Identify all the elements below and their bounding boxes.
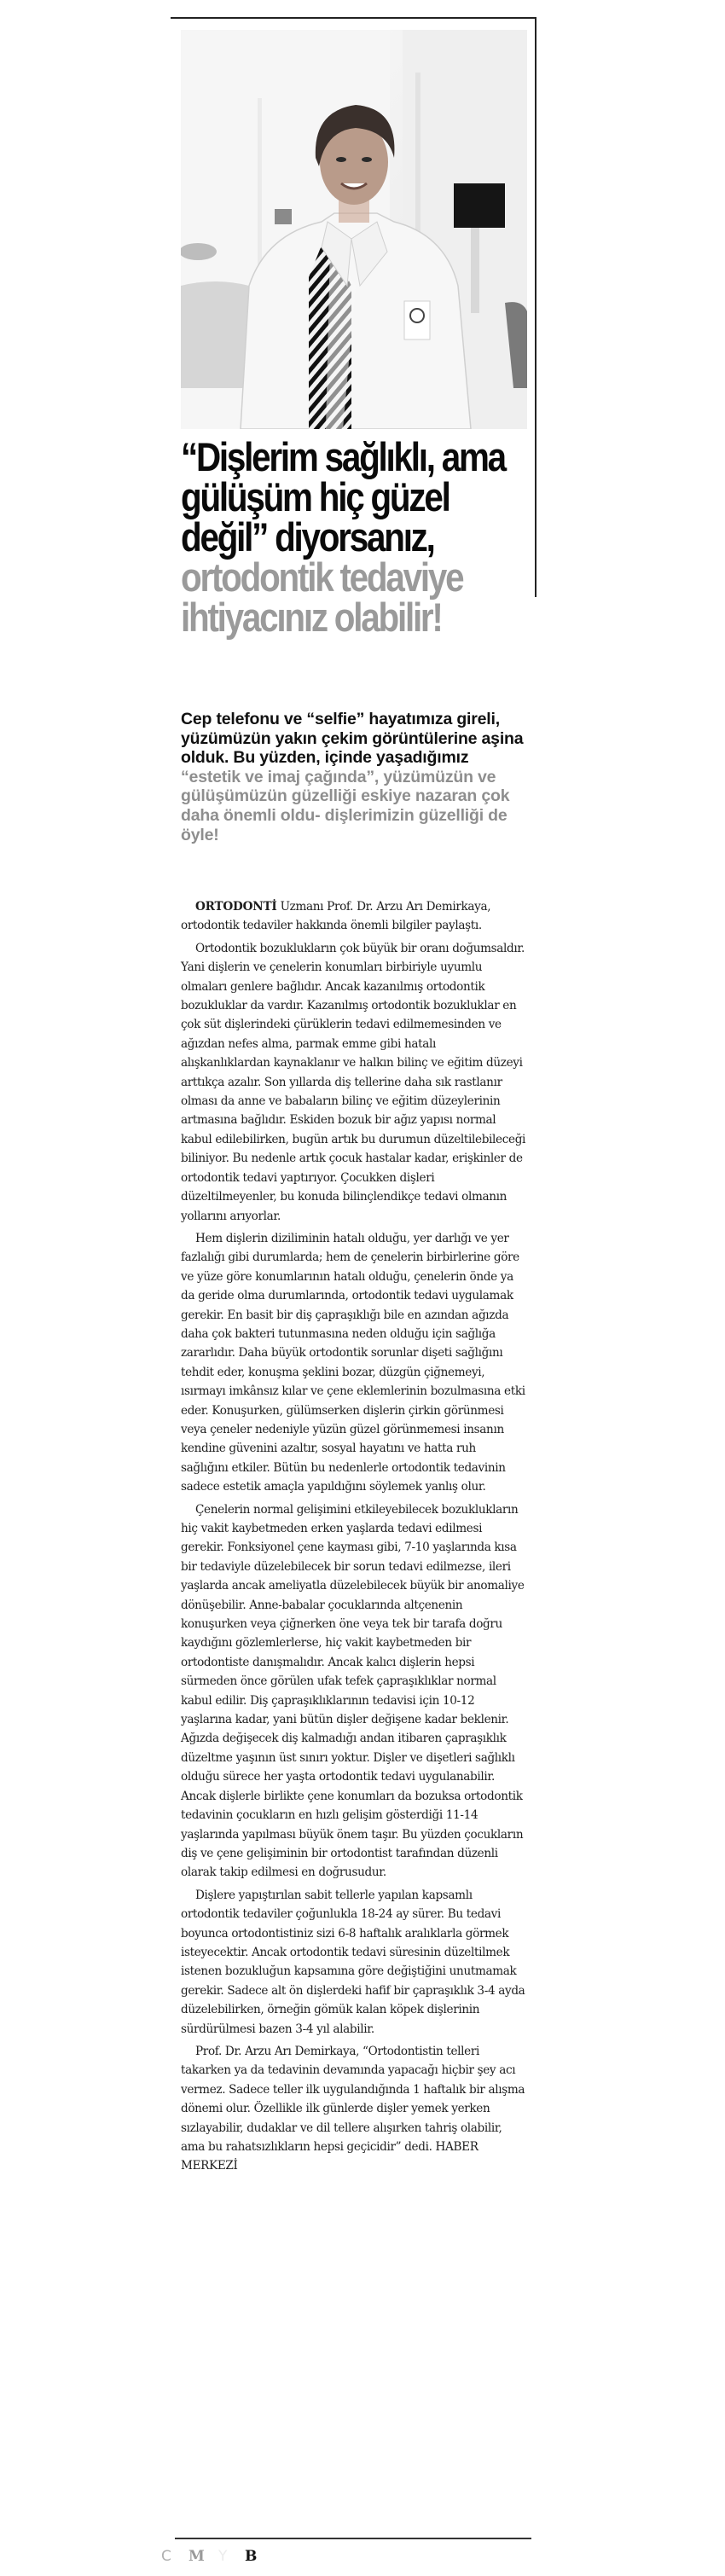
portrait-photo	[181, 30, 527, 429]
headline-black: “Dişlerim sağlıklı, ama gülüşüm hiç güzel değil” diyorsanız,	[181, 434, 505, 560]
body-paragraph: Hem dişlerin diziliminin hatalı olduğu, yer darlığı ve yer fazlalığı gibi durumlarda; hem de çenelerin birbirlerine göre ve yüze göre konumlarının hatalı olduğu, çenelerin önde ya da geride olma durumlarında, ortodontik tedavi uygulamak gerekir. En basit bir diş çapraşıklığı bile en azından ağızda daha çok bakteri tutunmasına neden olduğu için sağlığa zararlıdır. Daha büyük ortodontik sorunlar dişeti sağlığını tehdit eder, konuşma şeklini bozar, düzgün çiğnemeyi, ısırmayı imkânsız kılar ve çene eklemlerinin bozulmasına etki eder. Konuşurken, gülümserken dişlerin çirkin görünmesi veya çeneler nedeniyle yüzün güzel görünmemesi insanın kendine güvenini azaltır, sosyal hayatını ve hatta ruh sağlığını etkiler. Bütün bu nedenlerle ortodontik tedavinin sadece estetik amaçla yapıldığını söylemek yanlış olur.	[181, 1231, 525, 1494]
body-paragraph: Ortodontik bozuklukların çok büyük bir oranı doğumsaldır. Yani dişlerin ve çenelerin konumları birbiriyle uyumlu olmaları genlere bağlıdır. Ancak kazanılmış ortodontik bozukluklar da vardır. Kazanılmış ortodontik bozukluklar en çok süt dişlerindeki çürüklerin tedavi edilmemesinden ve ağızdan nefes alma, parmak emme gibi hatalı alışkanlıklardan kaynaklanır ve halkın bilinç ve eğitim düzeyi arttıkça azalır. Son yıllarda diş tellerine daha sık rastlanır olması da anne ve babaların bilinç ve eğitim düzeylerinin artmasına bağlıdır. Eskiden bozuk bir ağız yapısı normal kabul edilebilirken, bugün artık bu durumun düzeltilebileceği biliniyor. Bu nedenle artık çocuk hastalar kadar, erişkinler de ortodontik tedavi yaptırıyor. Çocukken dişleri düzeltilmeyenler, bu konuda bilinçlendikçe tedavi olmanın yollarını arıyorlar.	[181, 941, 526, 1223]
portrait-illustration	[181, 30, 527, 429]
closing-quote: Prof. Dr. Arzu Arı Demirkaya, “Ortodontistin telleri takarken ya da tedavinin devamında yapacağı hiçbir şey acı vermez. Sadece teller ilk uygulandığında 1 haftalık bir alışma dönemi olur. Özellikle ilk günlerde dişler yemek yerken sızlayabilir, dudaklar ve dil tellere alışırken tahriş olabilir, ama bu rahatsızlıkların hepsi geçicidir” dedi.	[181, 2044, 525, 2154]
article-body	[181, 897, 526, 2179]
print-mark-b: B	[245, 2548, 258, 2565]
intro-rest: Uzmanı Prof. Dr. Arzu Arı Demirkaya, ortodontik tedaviler hakkında önemli bilgiler paylaştı.	[181, 900, 491, 933]
print-mark-c: C	[161, 2548, 171, 2565]
byline: HABER MERKEZİ	[181, 2140, 478, 2173]
lead-paragraph	[181, 710, 531, 844]
intro-caps: ORTODONTİ	[195, 900, 277, 914]
body-paragraph: Dişlere yapıştırılan sabit tellerle yapılan kapsamlı ortodontik tedaviler çoğunlukla 18-24 ay sürer. Bu tedavi boyunca ortodontistiniz sizi 6-8 haftalık aralıklarla görmek isteyecektir. Ancak ortodontik tedavi süresinin düzeltilmek istenen bozukluğun kapsamına göre değiştiğini unutmamak gerekir. Sadece alt ön dişlerdeki hafif bir çapraşıklık 3-4 ayda düzelebilirken, örneğin gömük kalan köpek dişlerinin sürdürülmesi bazen 3-4 yıl alabilir.	[181, 1888, 525, 2036]
body-paragraph: Çenelerin normal gelişimini etkileyebilecek bozuklukların hiç vakit kaybetmeden erken yaşlarda tedavi edilmesi gerekir. Fonksiyonel çene kayması gibi, 7-10 yaşlarında kısa bir tedaviyle düzelebilecek bir sorun tedavi edilmezse, ileri yaşlarda ancak ameliyatla düzelebilecek büyük bir anomaliye dönüşebilir. Anne-babalar çocuklarında altçenenin konuşurken veya çiğnerken öne veya tek bir tarafa doğru kaydığını gözlemlerlerse, hiç vakit kaybetmeden bir ortodontiste danışmalıdır. Ancak kalıcı dişlerin hepsi sürmeden önce görülen ufak tefek çapraşıklıklar normal kabul edilir. Diş çapraşıklıklarının tedavisi için 10-12 yaşlarına kadar, yani bütün dişler değişene kadar beklenir. Ağızda değişecek diş kalmadığı andan itibaren çapraşıklık düzeltme yaşının üst sınırı yoktur. Dişler ve dişetleri sağlıklı olduğu sürece her yaşta ortodontik tedavi uygulanabilir. Ancak dişlerle birlikte çene konumları da bozuksa ortodontik tedavinin çocukların en hızlı gelişim gösterdiği 11-14 yaşlarında yapılması büyük önem taşır. Bu yüzden çocukların diş ve çene gelişiminin bir ortodontist tarafından düzenli olarak takip edilmesi en doğrusudur.	[181, 1502, 525, 1880]
intro-paragraph	[181, 897, 526, 936]
frame-top-rule	[171, 17, 536, 19]
closing-paragraph	[181, 2042, 526, 2176]
print-mark-y: Y	[218, 2548, 228, 2565]
frame-right-rule	[535, 17, 536, 597]
lead-gray: “estetik ve imaj çağında”, yüzümüzün ve gülüşümüzün güzelliği eskiye nazaran çok daha önemli oldu- dişlerimizin güzelliği de öyle!	[181, 767, 510, 844]
bottom-rule	[175, 2538, 531, 2539]
lead-black: Cep telefonu ve “selfie” hayatımıza gireli, yüzümüzün yakın çekim görüntülerine aşina olduk. Bu yüzden, içinde yaşadığımız	[181, 710, 524, 768]
headline	[181, 434, 531, 640]
print-mark-m: M	[188, 2548, 205, 2565]
headline-gray: ortodontik tedaviye ihtiyacınız olabilir!	[181, 554, 463, 640]
